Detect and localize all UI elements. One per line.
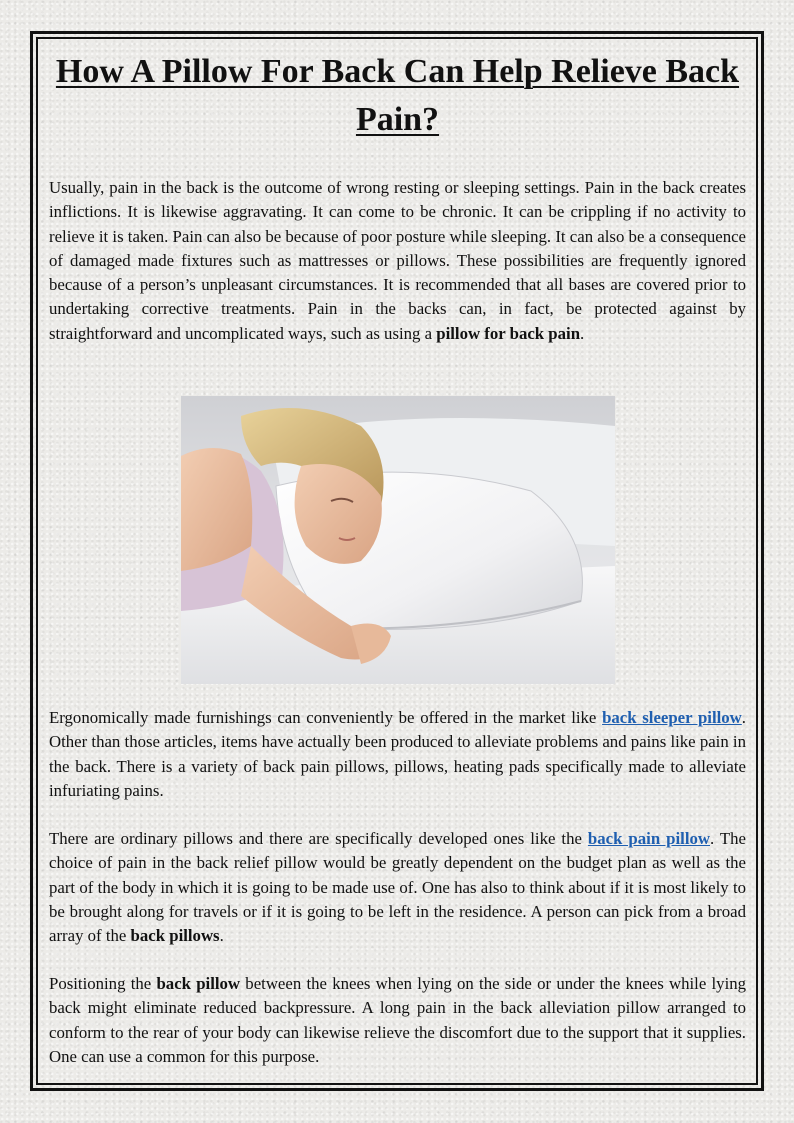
paragraph-choice-text: There are ordinary pillows and there are specifically developed ones like the [49, 829, 588, 848]
paragraph-intro-text: Usually, pain in the back is the outcome of wrong resting or sleeping settings. Pain in the back creates inflictions. It is likewise aggravating. It can come to be chronic. It can be crippling if no activity to relieve it is taken. Pain can also be because of poor posture while sleeping. It can also be a consequence of damaged made fixtures such as mattresses or pillows. These possibilities are frequently ignored because of a person’s unpleasant circumstances. It is recommended that all bases are covered prior to undertaking corrective treatments. Pain in the backs can, in fact, be protected against by straightforward and uncomplicated ways, such as using a [49, 178, 746, 343]
paragraph-intro [49, 176, 746, 346]
paragraph-positioning-text: Positioning the [49, 974, 157, 993]
paragraph-choice-rest: . The choice of pain in the back relief pillow would be greatly dependent on the budget plan as well as the part of the body in which it is going to be made use of. One has also to think about if it is most likely to be brought along for travels or if it is going to be left in the residence. A person can pick from a broad array of the [49, 829, 746, 946]
keyword-back-pillows: back pillows [130, 926, 220, 946]
keyword-back-pillow: back pillow [156, 974, 241, 993]
woman-sleeping-on-pillow-image [181, 396, 615, 684]
paragraph-ergonomic-text: Ergonomically made furnishings can conveniently be offered in the market like [49, 708, 603, 727]
page-title: How A Pillow For Back Can Help Relieve Back Pain? [55, 53, 740, 138]
paragraph-ergonomic [49, 706, 746, 803]
paragraph-positioning-rest: between the knees when lying on the side or under the knees while lying back might eliminate reduced backpressure. A long pain in the back alleviation pillow arranged to conform to the rear of your body can likewise relieve the discomfort due to the support that it supplies. One can use a common for this purpose. [49, 974, 747, 1066]
paragraph-intro-end: . [580, 323, 585, 343]
back-pain-pillow-link[interactable]: back pain pillow [587, 829, 710, 848]
paragraph-choice-end: . [219, 926, 224, 946]
paragraph-ergonomic-rest: . Other than those articles, items have actually been produced to alleviate problems and pains like pain in the back. There is a variety of back pain pillows, pillows, heating pads specifically made to alleviate infuriating pains. [49, 708, 746, 800]
back-sleeper-pillow-link[interactable]: back sleeper pillow [602, 708, 742, 727]
paragraph-positioning [49, 972, 746, 1069]
paragraph-choice [49, 827, 746, 948]
keyword-pillow-for-back-pain: pillow for back pain [436, 323, 581, 343]
article [49, 48, 747, 1066]
